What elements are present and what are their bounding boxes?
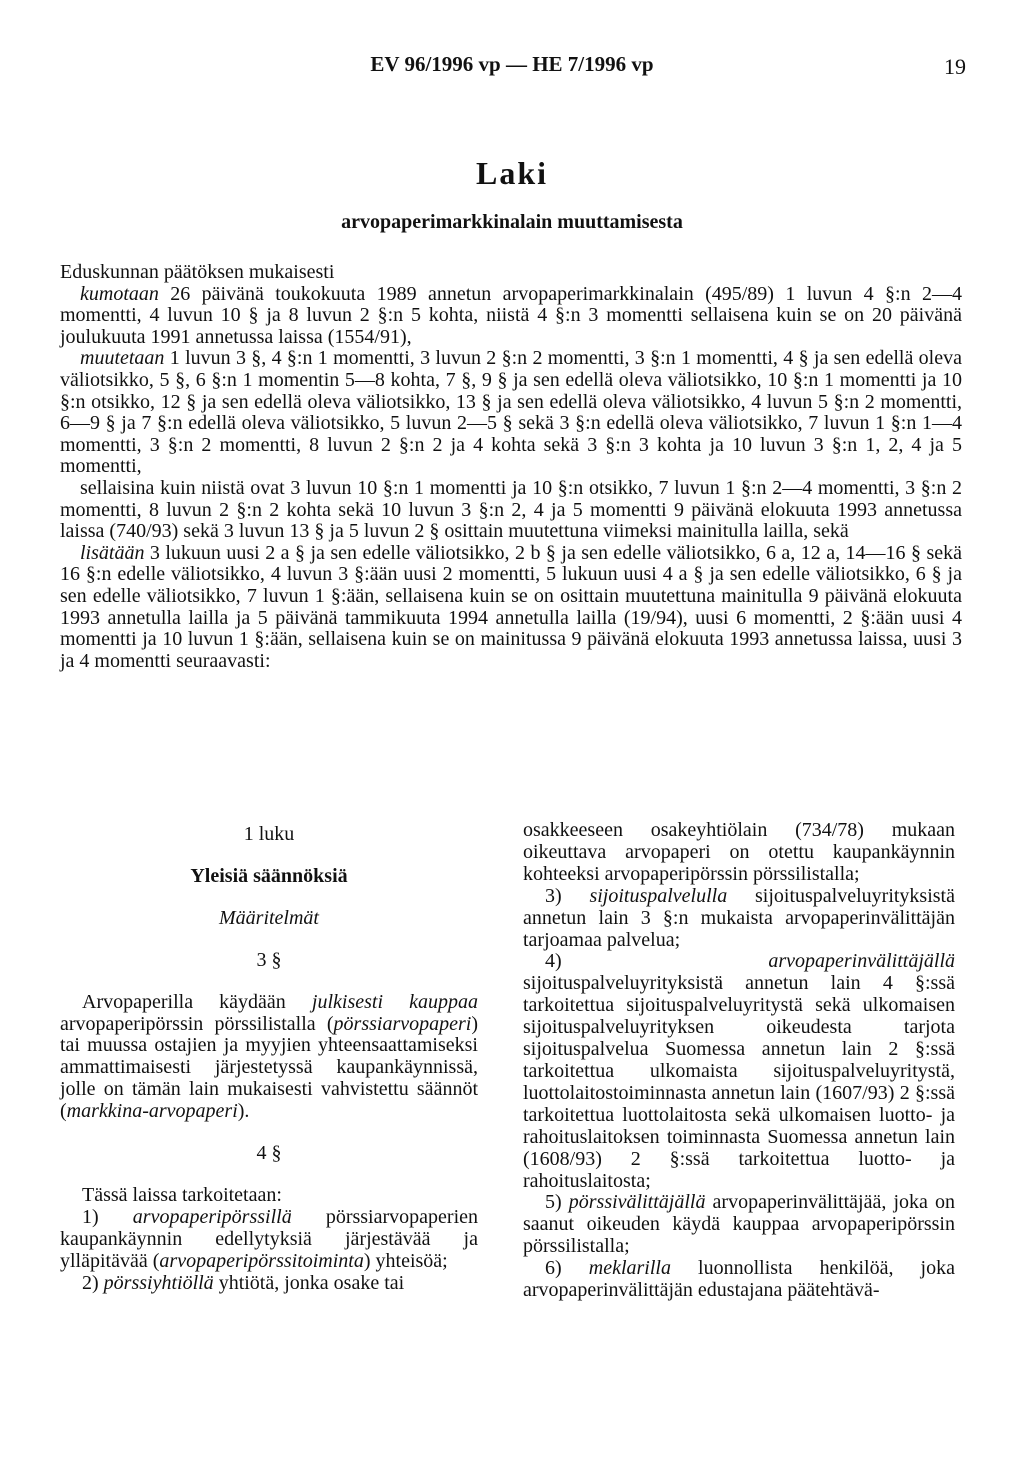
section-subheading: Määritelmät [219,906,319,929]
amend-paragraph [60,348,962,478]
sec3-text-b: arvopaperipörssin pörssilistalla ( [60,1012,334,1035]
sec3-text-c: ) tai muussa ostajien ja myyjien yhteensaattamiseksi ammattimaisesti järjestetyssä kaupankäynnissä, jolle on tämän lain mukaisesti vahvistettu säännöt ( [60,1012,478,1123]
sec3-term-2: pörssiarvopaperi [333,1012,472,1035]
definition-item-5 [523,1192,955,1258]
item-3-text: sijoituspalveluyrityksistä annetun lain 3 §:n mukaista arvopaperinvälittäjän tarjoamaa palvelua; [523,884,955,951]
amend-text: 1 luvun 3 §, 4 §:n 1 momentti, 3 luvun 2 §:n 2 momentti, 3 §:n 1 momentti, 4 § ja sen edellä oleva väliotsikko, 5 §, 6 §:n 1 momentin 5—8 kohta, 7 §, 9 § ja sen edellä oleva väliotsikko, 10 §:n 1 momentti ja 10 §:n otsikko, 12 § ja sen edellä oleva väliotsikko, 13 § ja sen edellä oleva väliotsikko, 4 luvun 5 §:n 2 momentti, 6—9 § ja 7 §:n edellä oleva väliotsikko, 5 luvun 2—5 § sekä 3 §:n edellä oleva väliotsikko, 7 luvun 1 §:n 1—4 momentti, 3 §:n 2 momentti, 8 luvun 2 §:n 2 ja 4 kohta sekä 3 §:n 3 kohta ja 10 luvun 3 §:n 1, 2, 4 ja 5 momentti, [60,347,962,478]
left-column [60,820,478,1295]
item-2-text: yhtiötä, jonka osake tai [213,1271,405,1294]
item-1-term-2: arvopaperipörssitoiminta [159,1249,364,1272]
item-1-number: 1) [82,1205,133,1228]
item-3-number: 3) [545,884,590,907]
sec3-text-a: Arvopaperilla käydään [82,990,312,1013]
sec3-term-1: julkisesti kauppaa [311,990,478,1013]
add-paragraph [60,543,962,673]
repeal-paragraph [60,284,962,349]
enactment-clause [60,262,962,672]
item-4-term: arvopaperinvälittäjällä [768,950,955,973]
item-5-number: 5) [545,1191,569,1214]
chapter-number: 1 luku [243,823,295,845]
add-text: 3 lukuun uusi 2 a § ja sen edelle väliotsikko, 2 b § ja sen edelle väliotsikko, 6 a, 12 a, 14—16 § sekä 16 §:n edelle väliotsikko, 4 luvun 3 §:ään uusi 2 momentti, 5 lukuun uusi 4 a § ja sen edelle väliotsikko, 6 § ja sen edelle väliotsikko, 7 luvun 1 §:ään, sellaisena kuin se on osittain muutettuna mainitulla 9 päivänä elokuuta 1993 annetulla lailla ja 5 päivänä tammikuuta 1994 annetulla lailla (19/94), uusi 6 momentti, 2 §:ään uusi 4 momentti ja 10 luvun 1 §:ään, sellaisena kuin se on mainitussa 9 päivänä elokuuta 1993 annetussa laissa, uusi 3 ja 4 momentti seuraavasti: [60,541,962,672]
item-2-continuation: osakkeeseen osakeyhtiölain (734/78) mukaan oikeuttava arvopaperi on otettu kaupankäynnin kohteeksi arvopaperipörssin pörssilistalla; [523,819,955,885]
item-1-text-a: pörssiarvopaperien kaupankäynnin edellytyksiä järjestävää ja ylläpitävää ( [60,1205,478,1272]
definition-item-2 [60,1273,478,1295]
definition-item-4 [523,951,955,1192]
item-2-number: 2) [82,1271,104,1294]
definition-item-6 [523,1258,955,1302]
item-1-text-b: ) yhteisöä; [363,1249,448,1272]
item-5-term: pörssivälittäjällä [568,1191,706,1214]
amend-keyword: muutetaan [80,347,165,370]
section-3-heading: 3 § [256,948,282,971]
running-title: EV 96/1996 vp — HE 7/1996 vp [370,52,654,76]
law-title: Laki [475,155,549,191]
item-3-term: sijoituspalvelulla [589,884,728,907]
item-6-text: luonnollista henkilöä, joka arvopaperinvälittäjän edustajana päätehtävä- [523,1257,955,1302]
item-6-term: meklarilla [588,1257,671,1280]
item-4-number: 4) [545,950,769,973]
as-amended-paragraph: sellaisina kuin niistä ovat 3 luvun 10 §:n 1 momentti ja 10 §:n otsikko, 7 luvun 1 §:n 2—4 momentti, 3 §:n 2 momentti, 8 luvun 2 §:n 2 kohta sekä 10 luvun 3 §:n 2, 4 ja 5 momentti 9 päivänä elokuuta 1993 annetussa laissa (740/93) sekä 3 luvun 13 § ja 5 luvun 2 § osittain muutettuna viimeksi mainitulla lailla, sekä [60,476,962,543]
item-5-text: arvopaperinvälittäjää, joka on saanut oikeuden käydä kauppaa arvopaperipörssin pörssilistalla; [523,1191,955,1258]
sec3-text-d: ). [237,1100,250,1123]
definition-item-1 [60,1207,478,1273]
enactment-lead: Eduskunnan päätöksen mukaisesti [60,261,335,283]
repeal-text: 26 päivänä toukokuuta 1989 annetun arvopaperimarkkinalain (495/89) 1 luvun 4 §:n 2—4 momentti, 4 luvun 10 § ja 8 luvun 2 §:n 5 kohta, niistä 4 §:n 3 momentti sellaisena kuin se on 20 päivänä joulukuuta 1991 annetussa laissa (1554/91), [60,282,962,348]
item-6-number: 6) [545,1257,589,1280]
sec3-term-3: markkina-arvopaperi [66,1100,238,1123]
right-column [523,820,955,1302]
add-keyword: lisätään [80,541,145,564]
section-4-intro: Tässä laissa tarkoitetaan: [82,1183,282,1206]
section-4-heading: 4 § [256,1142,282,1165]
item-1-term: arvopaperipörssillä [132,1205,292,1228]
page-number: 19 [944,54,966,79]
item-2-term: pörssiyhtiöllä [103,1271,214,1294]
chapter-title: Yleisiä säännöksiä [190,864,348,887]
law-subtitle: arvopaperimarkkinalain muuttamisesta [341,211,683,233]
item-4-text: sijoituspalveluyrityksistä annetun lain 4 §:ssä tarkoitettua sijoituspalveluyritystä sekä ulkomaisen sijoituspalveluyrityksen oikeudesta tarjota sijoituspalvelua Suomessa annetun lain 2 §:ssä tarkoitettua ulkomaista sijoituspalveluyritystä, luottolaitostoiminnasta annetun lain (1607/93) 2 §:ssä tarkoitettua luottolaitosta sekä ulkomaisen luotto- ja rahoituslaitoksen toiminnasta Suomessa annetun lain (1608/93) 2 §:ssä tarkoitettua luotto- ja rahoituslaitosta; [523,972,955,1192]
definition-item-3 [523,886,955,952]
section-3-text [60,992,478,1123]
repeal-keyword: kumotaan [80,282,159,305]
running-header [0,52,1024,77]
